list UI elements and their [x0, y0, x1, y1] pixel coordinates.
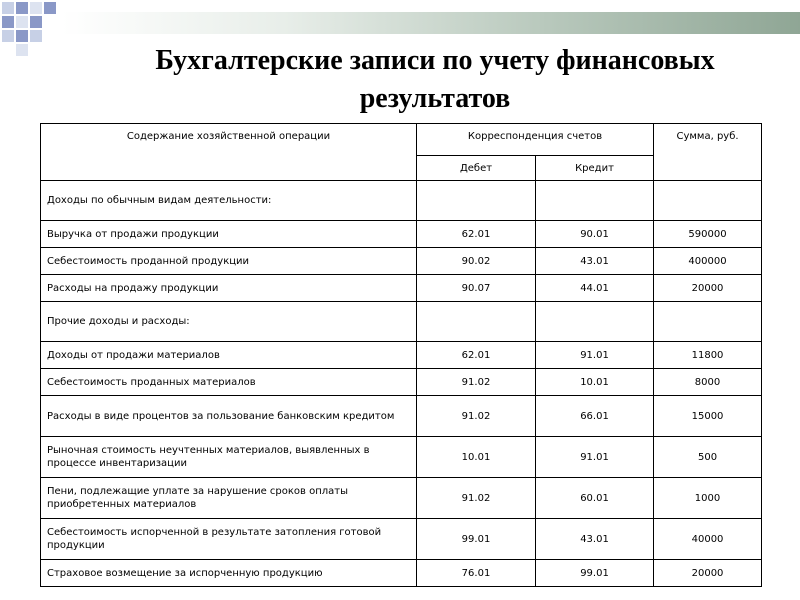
header-credit: Кредит	[536, 156, 654, 181]
cell-operation: Доходы от продажи материалов	[41, 342, 417, 369]
deco-square	[44, 2, 56, 14]
deco-square	[16, 16, 28, 28]
cell-amount	[654, 302, 762, 342]
cell-operation: Прочие доходы и расходы:	[41, 302, 417, 342]
table-row	[41, 342, 762, 369]
cell-operation: Себестоимость проданных материалов	[41, 369, 417, 396]
deco-square	[30, 2, 42, 14]
cell-amount: 11800	[654, 342, 762, 369]
cell-operation: Пени, подлежащие уплате за нарушение сроков оплаты приобретенных материалов	[41, 478, 417, 519]
cell-debit: 91.02	[417, 369, 536, 396]
cell-operation: Выручка от продажи продукции	[41, 221, 417, 248]
deco-square	[16, 2, 28, 14]
cell-debit: 99.01	[417, 519, 536, 560]
header-debit: Дебет	[417, 156, 536, 181]
deco-square	[2, 2, 14, 14]
cell-amount: 590000	[654, 221, 762, 248]
cell-operation: Себестоимость проданной продукции	[41, 248, 417, 275]
cell-debit: 90.02	[417, 248, 536, 275]
table-header-row	[41, 124, 762, 156]
header-gradient-bar	[62, 12, 800, 34]
cell-credit: 10.01	[536, 369, 654, 396]
cell-operation: Расходы в виде процентов за пользование банковским кредитом	[41, 396, 417, 437]
deco-square	[30, 16, 42, 28]
cell-credit	[536, 302, 654, 342]
accounting-entries-table	[40, 123, 762, 587]
header-amount: Сумма, руб.	[654, 124, 762, 181]
table-row	[41, 275, 762, 302]
cell-amount: 1000	[654, 478, 762, 519]
table-row	[41, 478, 762, 519]
cell-credit: 90.01	[536, 221, 654, 248]
cell-debit: 62.01	[417, 342, 536, 369]
cell-operation: Расходы на продажу продукции	[41, 275, 417, 302]
cell-operation: Страховое возмещение за испорченную продукцию	[41, 560, 417, 587]
cell-credit: 66.01	[536, 396, 654, 437]
cell-amount: 40000	[654, 519, 762, 560]
header-correspondence: Корреспонденция счетов	[417, 124, 654, 156]
cell-amount: 15000	[654, 396, 762, 437]
cell-amount: 400000	[654, 248, 762, 275]
cell-debit: 76.01	[417, 560, 536, 587]
title-line-2: результатов	[359, 83, 511, 114]
cell-credit: 91.01	[536, 342, 654, 369]
cell-operation: Себестоимость испорченной в результате затопления готовой продукции	[41, 519, 417, 560]
table-row	[41, 369, 762, 396]
deco-square	[30, 30, 42, 42]
cell-credit: 91.01	[536, 437, 654, 478]
cell-debit: 91.02	[417, 396, 536, 437]
cell-credit	[536, 181, 654, 221]
cell-amount: 20000	[654, 275, 762, 302]
deco-square	[2, 30, 14, 42]
cell-amount	[654, 181, 762, 221]
cell-amount: 20000	[654, 560, 762, 587]
title-line-1: Бухгалтерские записи по учету финансовых	[155, 45, 715, 76]
table-row	[41, 519, 762, 560]
deco-square	[16, 30, 28, 42]
table-row	[41, 560, 762, 587]
cell-credit: 43.01	[536, 248, 654, 275]
page-title	[80, 42, 790, 118]
cell-debit: 10.01	[417, 437, 536, 478]
decorative-squares	[0, 0, 70, 60]
table-row	[41, 221, 762, 248]
cell-amount: 500	[654, 437, 762, 478]
table-row	[41, 248, 762, 275]
cell-debit	[417, 181, 536, 221]
cell-debit	[417, 302, 536, 342]
cell-debit: 62.01	[417, 221, 536, 248]
cell-debit: 91.02	[417, 478, 536, 519]
cell-credit: 43.01	[536, 519, 654, 560]
cell-operation: Доходы по обычным видам деятельности:	[41, 181, 417, 221]
table-row	[41, 302, 762, 342]
cell-credit: 44.01	[536, 275, 654, 302]
cell-amount: 8000	[654, 369, 762, 396]
table-row	[41, 181, 762, 221]
cell-credit: 99.01	[536, 560, 654, 587]
header-operation: Содержание хозяйственной операции	[41, 124, 417, 181]
deco-square	[16, 44, 28, 56]
deco-square	[2, 16, 14, 28]
cell-credit: 60.01	[536, 478, 654, 519]
table-row	[41, 437, 762, 478]
table-row	[41, 396, 762, 437]
cell-debit: 90.07	[417, 275, 536, 302]
cell-operation: Рыночная стоимость неучтенных материалов, выявленных в процессе инвентаризации	[41, 437, 417, 478]
